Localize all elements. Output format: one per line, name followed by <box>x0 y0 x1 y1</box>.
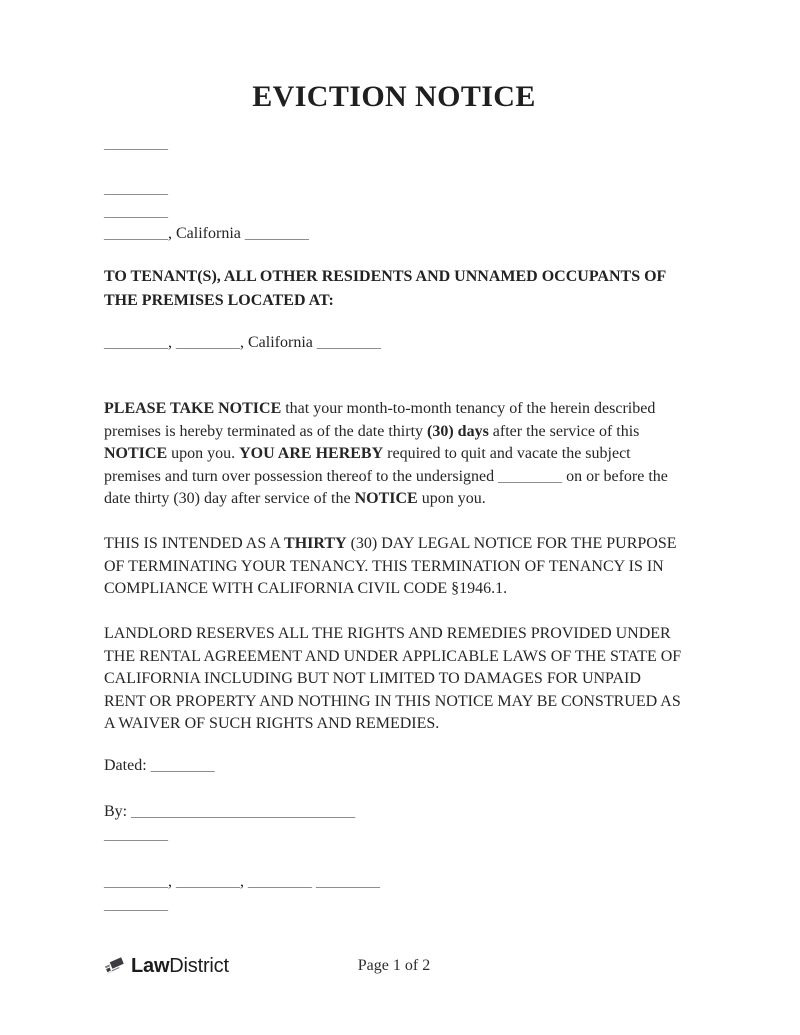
brand-name-law: Law <box>131 955 170 977</box>
landlord-signature-address-line: ________, ________, ________ ________ <box>104 873 380 890</box>
landlord-city-state-line: ________, California ________ <box>104 225 309 242</box>
premises-address-line: ________, ________, California ________ <box>104 334 381 351</box>
page-title: EVICTION NOTICE <box>252 80 536 113</box>
landlord-name-blank: ________ <box>104 135 168 152</box>
dated-line: Dated: ________ <box>104 757 215 774</box>
notice-paragraph: PLEASE TAKE NOTICE that your month-to-month tenancy of the herein described premises is hereby terminated as of the date thirty (30) days after the service of this NOTICE upon you. YOU ARE HEREBY required to quit and vacate the subject premises and turn over possession thereof to the undersigned ________ on or before the date thirty (30) day after service of the NOTICE upon you. <box>104 400 668 507</box>
page-footer <box>104 952 684 980</box>
landlord-address-blank-1: ________ <box>104 180 168 197</box>
lawdistrict-logo <box>104 953 229 979</box>
brand-name <box>131 954 229 978</box>
rights-reservation-paragraph: LANDLORD RESERVES ALL THE RIGHTS AND REMEDIES PROVIDED UNDER THE RENTAL AGREEMENT AND UNDER APPLICABLE LAWS OF THE STATE OF CALIFORNIA INCLUDING BUT NOT LIMITED TO DAMAGES FOR UNPAID RENT OR PROPERTY AND NOTHING IN THIS NOTICE MAY BE CONSTRUED AS A WAIVER OF SUCH RIGHTS AND REMEDIES. <box>104 625 682 732</box>
intent-paragraph: THIS IS INTENDED AS A THIRTY (30) DAY LEGAL NOTICE FOR THE PURPOSE OF TERMINATING YOUR TENANCY. THIS TERMINATION OF TENANCY IS IN COMPLIANCE WITH CALIFORNIA CIVIL CODE §1946.1. <box>104 535 677 597</box>
by-signature-line: By: ____________________________ <box>104 803 356 820</box>
landlord-printed-name-line: ________ <box>104 825 168 843</box>
landlord-phone-line: ________ <box>104 895 168 913</box>
landlord-address-blank-2: ________ <box>104 202 168 220</box>
tenant-notice-heading: TO TENANT(S), ALL OTHER RESIDENTS AND UNNAMED OCCUPANTS OF THE PREMISES LOCATED AT: <box>104 268 666 309</box>
brand-name-district: District <box>169 955 229 977</box>
page-number: Page 1 of 2 <box>357 956 431 974</box>
lawdistrict-logo-icon <box>104 953 127 979</box>
